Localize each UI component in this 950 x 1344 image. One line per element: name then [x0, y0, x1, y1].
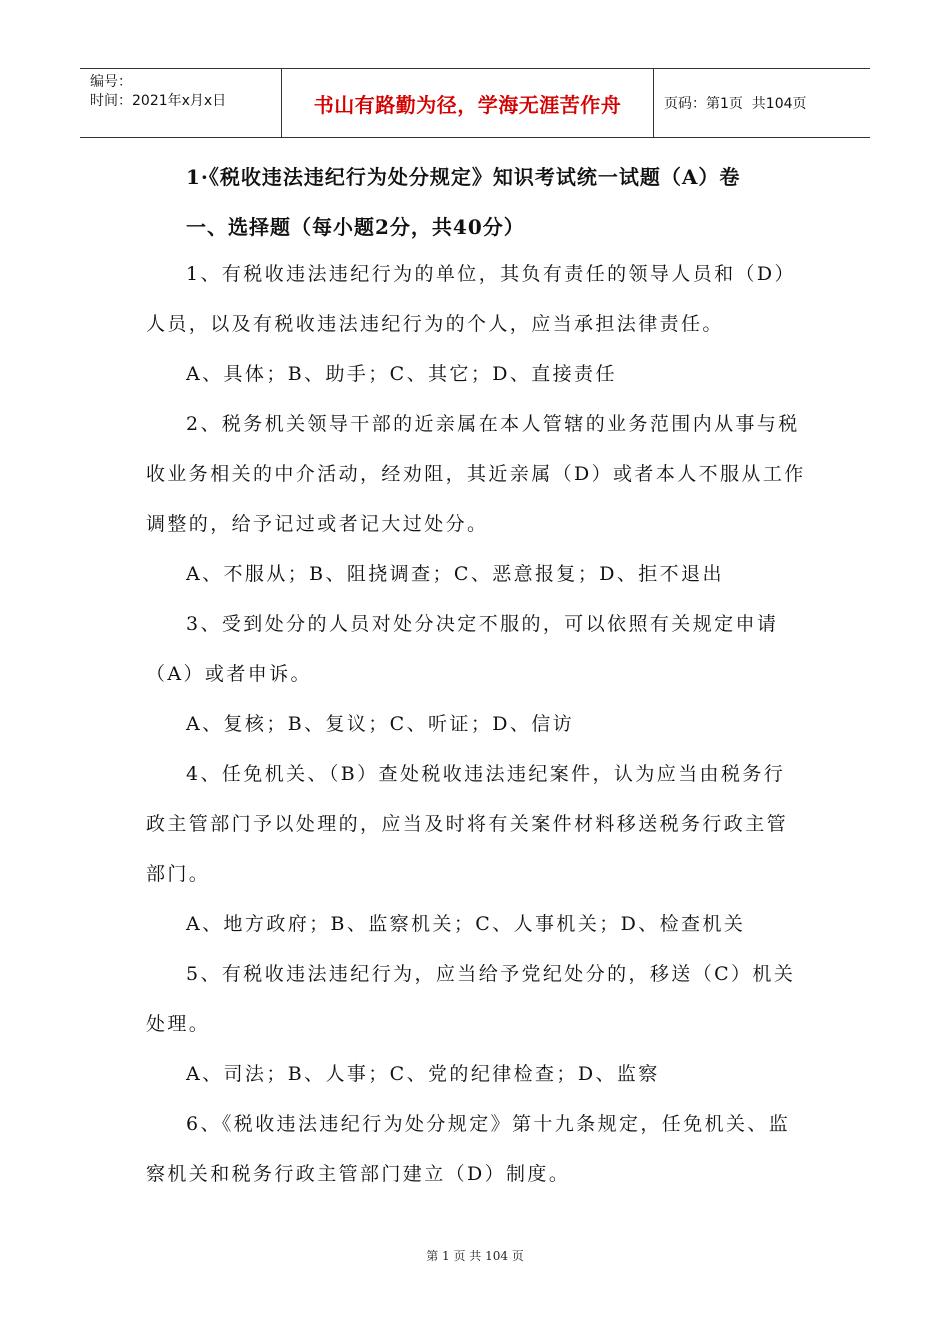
- document-title: 1·《税收违法违纪行为处分规定》知识考试统一试题（A）卷: [186, 165, 741, 189]
- question-3: 3、受到处分的人员对处分决定不服的，可以依照有关规定申请（A）或者申诉。: [146, 613, 779, 685]
- question-5: 5、有税收违法违纪行为，应当给予党纪处分的，移送（C）机关处理。: [146, 963, 796, 1035]
- question-3-options: A、复核；B、复议；C、听证；D、信访: [186, 713, 575, 735]
- document-date-label: 时间：2021年x月x日: [90, 93, 227, 109]
- question-5-options: A、司法；B、人事；C、党的纪律检查；D、监察: [186, 1063, 660, 1085]
- question-4: 4、任免机关、（B）查处税收违法违纪案件，认为应当由税务行政主管部门予以处理的，应当及时将有关案件材料移送税务行政主管部门。: [146, 763, 789, 885]
- question-2: 2、税务机关领导干部的近亲属在本人管辖的业务范围内从事与税收业务相关的中介活动，经劝阻，其近亲属（D）或者本人不服从工作调整的，给予记过或者记大过处分。: [146, 413, 806, 535]
- header-motto: 书山有路勤为径，学海无涯苦作舟: [313, 92, 622, 117]
- question-1: 1、有税收违法违纪行为的单位，其负有责任的领导人员和（D）人员，以及有税收违法违纪行为的个人，应当承担法律责任。: [146, 263, 796, 335]
- document-body: [146, 165, 806, 1199]
- document-number-label: 编号：: [90, 74, 132, 90]
- question-6: 6、《税收违法违纪行为处分规定》第十九条规定，任免机关、监察机关和税务行政主管部门建立（D）制度。: [146, 1113, 791, 1185]
- page-footer: 第 1 页 共 104 页: [426, 1249, 524, 1263]
- section-heading: 一、选择题（每小题2分，共40分）: [186, 215, 525, 239]
- header-meta-cell: [80, 69, 282, 137]
- header-page-info: 页码：第1页 共104页: [664, 96, 807, 112]
- question-1-options: A、具体；B、助手；C、其它；D、直接责任: [186, 363, 617, 385]
- question-2-options: A、不服从；B、阻挠调查；C、恶意报复；D、拒不退出: [186, 563, 724, 585]
- question-4-options: A、地方政府；B、监察机关；C、人事机关；D、检查机关: [186, 913, 746, 935]
- document-header: [80, 68, 870, 138]
- header-motto-cell: [282, 69, 654, 137]
- header-page-cell: [654, 69, 870, 137]
